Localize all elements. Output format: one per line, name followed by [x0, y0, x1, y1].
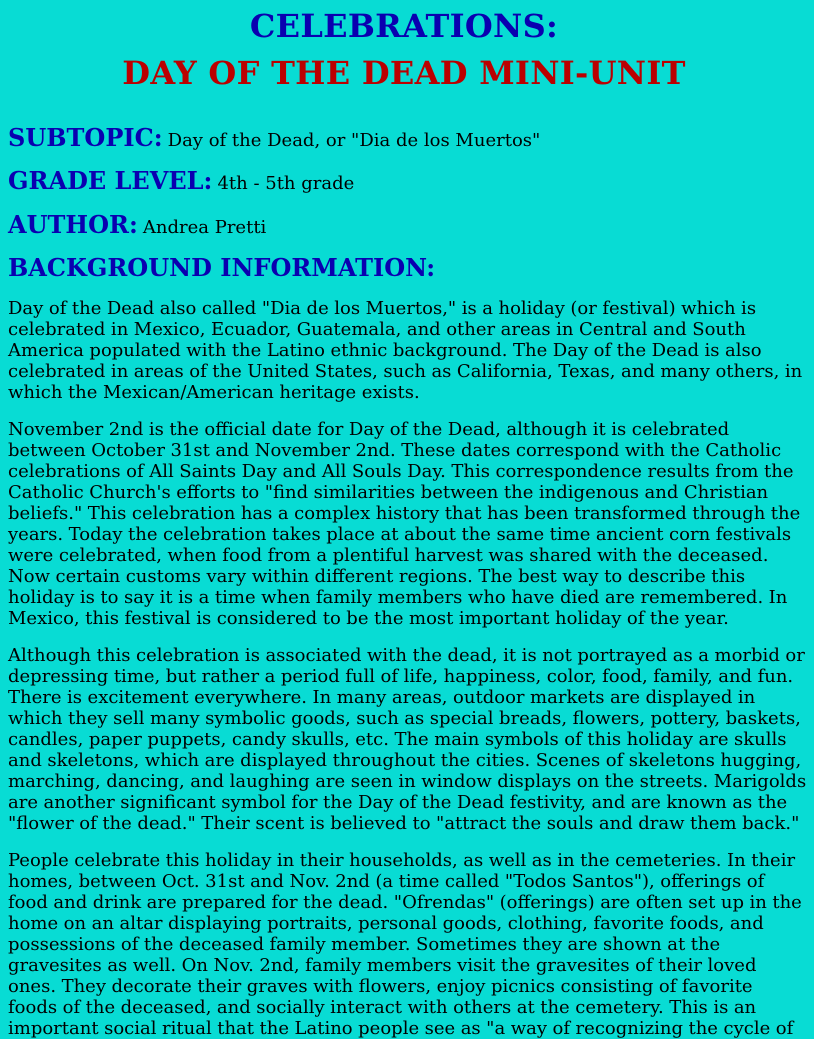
line: food and drink are prepared for the dead. "Ofrendas" (offerings) are often set up in the: [8, 892, 802, 914]
line: Mexico, this festival is considered to be the most important holiday of the year.: [8, 608, 729, 630]
grade-level-field: [8, 167, 800, 196]
subtopic-field: [8, 124, 800, 153]
line: ones. They decorate their graves with flowers, enjoy picnics consisting of favorite: [8, 976, 753, 998]
author-value: Andrea Pretti: [142, 216, 267, 238]
line: There is excitement everywhere. In many areas, outdoor markets are displayed in: [8, 687, 756, 709]
line: depressing time, but rather a period full of life, happiness, color, food, family, and fun.: [8, 666, 794, 688]
line: gravesites as well. On Nov. 2nd, family members visit the gravesites of their loved: [8, 955, 757, 977]
paragraph-4: [8, 850, 814, 1039]
line: America populated with the Latino ethnic background. The Day of the Dead is also: [8, 340, 762, 362]
line: Although this celebration is associated with the dead, it is not portrayed as a morbid or: [8, 645, 805, 667]
line: which they sell many symbolic goods, such as special breads, flowers, pottery, baskets,: [8, 708, 801, 730]
background-label: BACKGROUND INFORMATION:: [8, 253, 436, 283]
line: candles, paper puppets, candy skulls, etc. The main symbols of this holiday are skulls: [8, 729, 787, 751]
paragraph-1: [8, 298, 814, 403]
line: homes, between Oct. 31st and Nov. 2nd (a time called "Todos Santos"), offerings of: [8, 871, 765, 893]
line: Day of the Dead also called "Dia de los Muertos," is a holiday (or festival) which is: [8, 298, 757, 320]
line: foods of the deceased, and socially interact with others at the cemetery. This is an: [8, 997, 757, 1019]
line: years. Today the celebration takes place at about the same time ancient corn festivals: [8, 524, 792, 546]
line: home on an altar displaying portraits, personal goods, clothing, favorite foods, and: [8, 913, 764, 935]
line: marching, dancing, and laughing are seen in window displays on the streets. Marigolds: [8, 771, 807, 793]
page-title: CELEBRATIONS:: [249, 7, 559, 45]
line: are another significant symbol for the Day of the Dead festivity, and are known as the: [8, 792, 788, 814]
line: Now certain customs vary within different regions. The best way to describe this: [8, 566, 746, 588]
paragraph-3: [8, 645, 814, 834]
line: holiday is to say it is a time when family members who have died are remembered. In: [8, 587, 788, 609]
author-field: [8, 211, 800, 240]
line: November 2nd is the official date for Day of the Dead, although it is celebrated: [8, 419, 730, 441]
line: and skeletons, which are displayed throughout the cities. Scenes of skeletons hugging,: [8, 750, 802, 772]
paragraph-2: [8, 419, 814, 629]
grade-level-value: 4th - 5th grade: [217, 172, 355, 194]
line: between October 31st and November 2nd. These dates correspond with the Catholic: [8, 440, 782, 462]
line: important social ritual that the Latino people see as "a way of recognizing the cycle of: [8, 1018, 794, 1039]
background-heading: [8, 254, 800, 283]
page-subtitle: DAY OF THE DEAD MINI-UNIT: [122, 54, 686, 92]
line: beliefs." This celebration has a complex history that has been transformed through the: [8, 503, 801, 525]
subtopic-label: SUBTOPIC:: [8, 123, 163, 152]
line: celebrated in areas of the United States, such as California, Texas, and many others, in: [8, 361, 803, 383]
author-label: AUTHOR:: [8, 209, 138, 239]
line: which the Mexican/American heritage exists.: [8, 382, 420, 404]
line: celebrated in Mexico, Ecuador, Guatemala, and other areas in Central and South: [8, 319, 746, 341]
line: possessions of the deceased family member. Sometimes they are shown at the: [8, 934, 721, 956]
line: were celebrated, when food from a plentiful harvest was shared with the deceased.: [8, 545, 769, 567]
line: People celebrate this holiday in their households, as well as in the cemeteries. In their: [8, 850, 796, 872]
subtopic-value: Day of the Dead, or "Dia de los Muertos": [167, 130, 541, 151]
line: Catholic Church's efforts to "find similarities between the indigenous and Christian: [8, 482, 769, 504]
line: "flower of the dead." Their scent is believed to "attract the souls and draw them back.": [8, 813, 800, 835]
line: celebrations of All Saints Day and All Souls Day. This correspondence results from the: [8, 461, 794, 483]
grade-level-label: GRADE LEVEL:: [8, 165, 213, 195]
